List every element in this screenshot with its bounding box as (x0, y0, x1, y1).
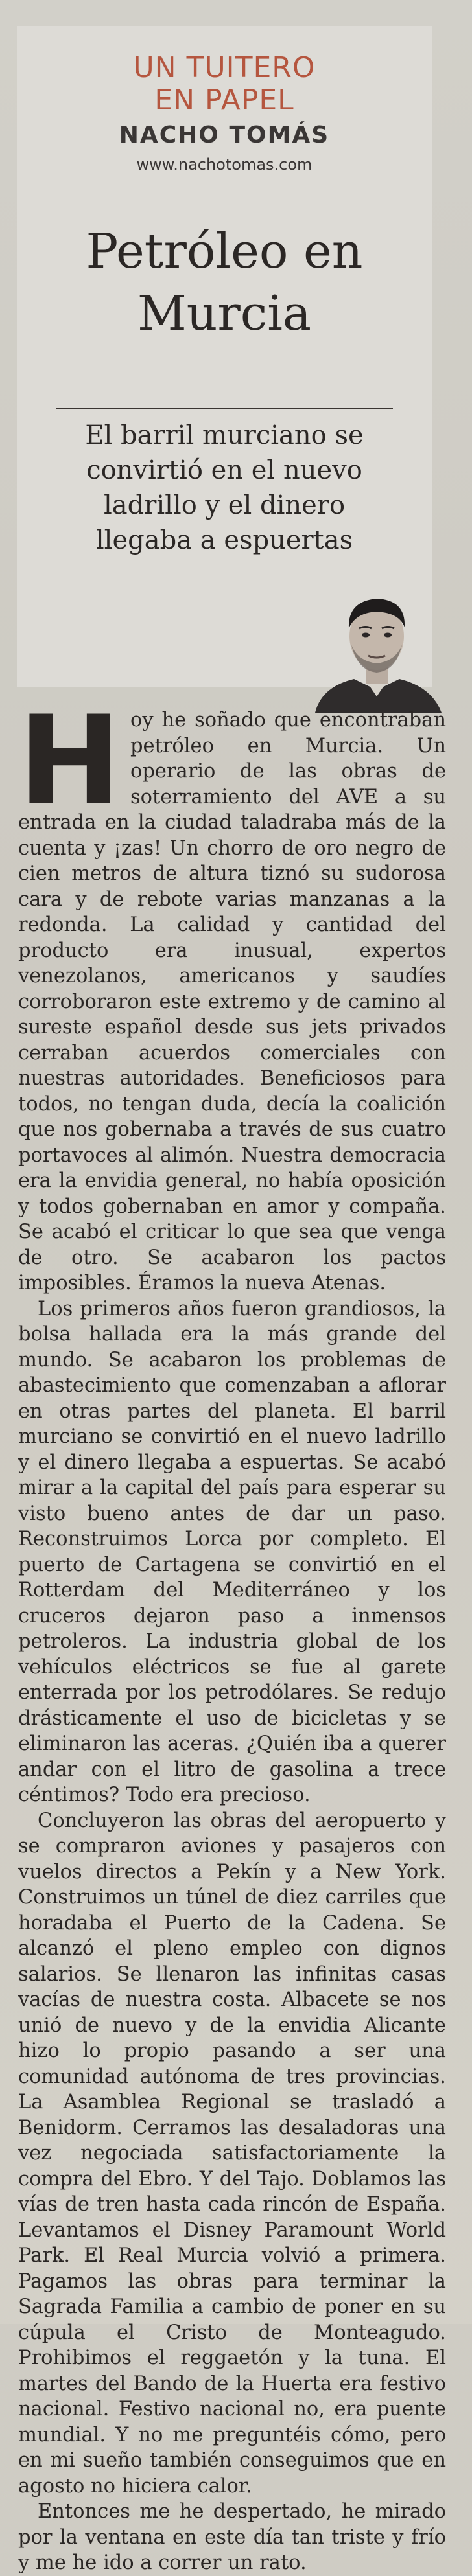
paragraph-2: Los primeros años fueron grandiosos, la bolsa hallada era la más grande del mundo. Se acabaron los problemas de abastecimiento que comenzaban a aflorar en otras partes del planeta. El barril murciano se convirtió en el nuevo ladrillo y el dinero llegaba a espuertas. Se acabó mirar a la capital del país para esperar su visto bueno antes de dar un paso. Reconstruimos Lorca por completo. El puerto de Cartagena se convirtió en el Rotterdam del Mediterráneo y los cruceros dejaron paso a inmensos petroleros. La industria global de los vehículos eléctricos se fue al garete enterrada por los petrodólares. Se redujo drásticamente el uso de bicicletas y se eliminaron las aceras. ¿Quién iba a querer andar con el litro de gasolina a trece céntimos? Todo era precioso. (18, 1297, 446, 1806)
column-kicker-line2: EN PAPEL (154, 84, 294, 117)
article-subtitle: El barril murciano se convirtió en el nuevo ladrillo y el dinero llegaba a espuertas (85, 420, 364, 555)
paragraph-3: Concluyeron las obras del aeropuerto y se compraron aviones y pasajeros con vuelos directos a Pekín y a New York. Construimos un túnel de diez carriles que horadaba el Puerto de la Cadena. Se alcanzó el pleno empleo con dignos salarios. Se llenaron las infinitas casas vacías de nuestra costa. Albacete se nos unió de nuevo y de la envidia Alicante hizo lo propio pasando a ser una comunidad autónoma de tres provincias. La Asamblea Regional se trasladó a Benidorm. Cerramos las desaladoras una vez negociada satisfactoriamente la compra del Ebro. Y del Tajo. Doblamos las vías de tren hasta cada rincón de España. Levantamos el Disney Paramount World Park. El Real Murcia volvió a primera. Pagamos las obras para terminar la Sagrada Familia a cambio de poner en su cúpula el Cristo de Monteagudo. Prohibimos el reggaetón y la tuna. El martes del Bando de la Huerta era festivo nacional. Festivo nacional no, era puente mundial. Y no me preguntéis cómo, pero en mi sueño también conseguimos que en agosto no hiciera calor. (18, 1809, 446, 2498)
author-name: NACHO TOMÁS (119, 122, 330, 148)
article-body (18, 689, 446, 2576)
subtitle-divider (56, 408, 393, 409)
author-website: www.nachotomas.com (136, 155, 313, 174)
column-kicker-line1: UN TUITERO (133, 51, 316, 84)
article-title: Petróleo en Murcia (86, 224, 363, 341)
drop-cap: H (18, 689, 122, 833)
paragraph-1-text: oy he soñado que encontraban petróleo en Murcia. Un operario de las obras de soterramiento del AVE a su entrada en la ciudad taladraba más de la cuenta y ¡zas! Un chorro de oro negro de cien metros de altura tiznó su sudorosa cara y de rebote varias manzanas a la redonda. La calidad y cantidad del producto era inusual, expertos venezolanos, americanos y saudíes corroboraron este extremo y de camino al sureste español desde sus jets privados cerraban acuerdos comerciales con nuestras autoridades. Beneficiosos para todos, no tengan duda, decía la coalición que nos gobernaba a través de sus cuatro portavoces al alimón. Nuestra democracia era la envidia general, no había oposición y todos gobernaban en amor y compaña. Se acabó el criticar lo que sea que venga de otro. Se acabaron los pactos imposibles. Éramos la nueva Atenas. (18, 709, 446, 1294)
paragraph-4: Entonces me he despertado, he mirado por la ventana en este día tan triste y frío y me he ido a correr un rato. (18, 2500, 446, 2574)
header-box (17, 26, 432, 687)
paragraph-1 (18, 689, 446, 1296)
author-portrait (309, 583, 445, 713)
